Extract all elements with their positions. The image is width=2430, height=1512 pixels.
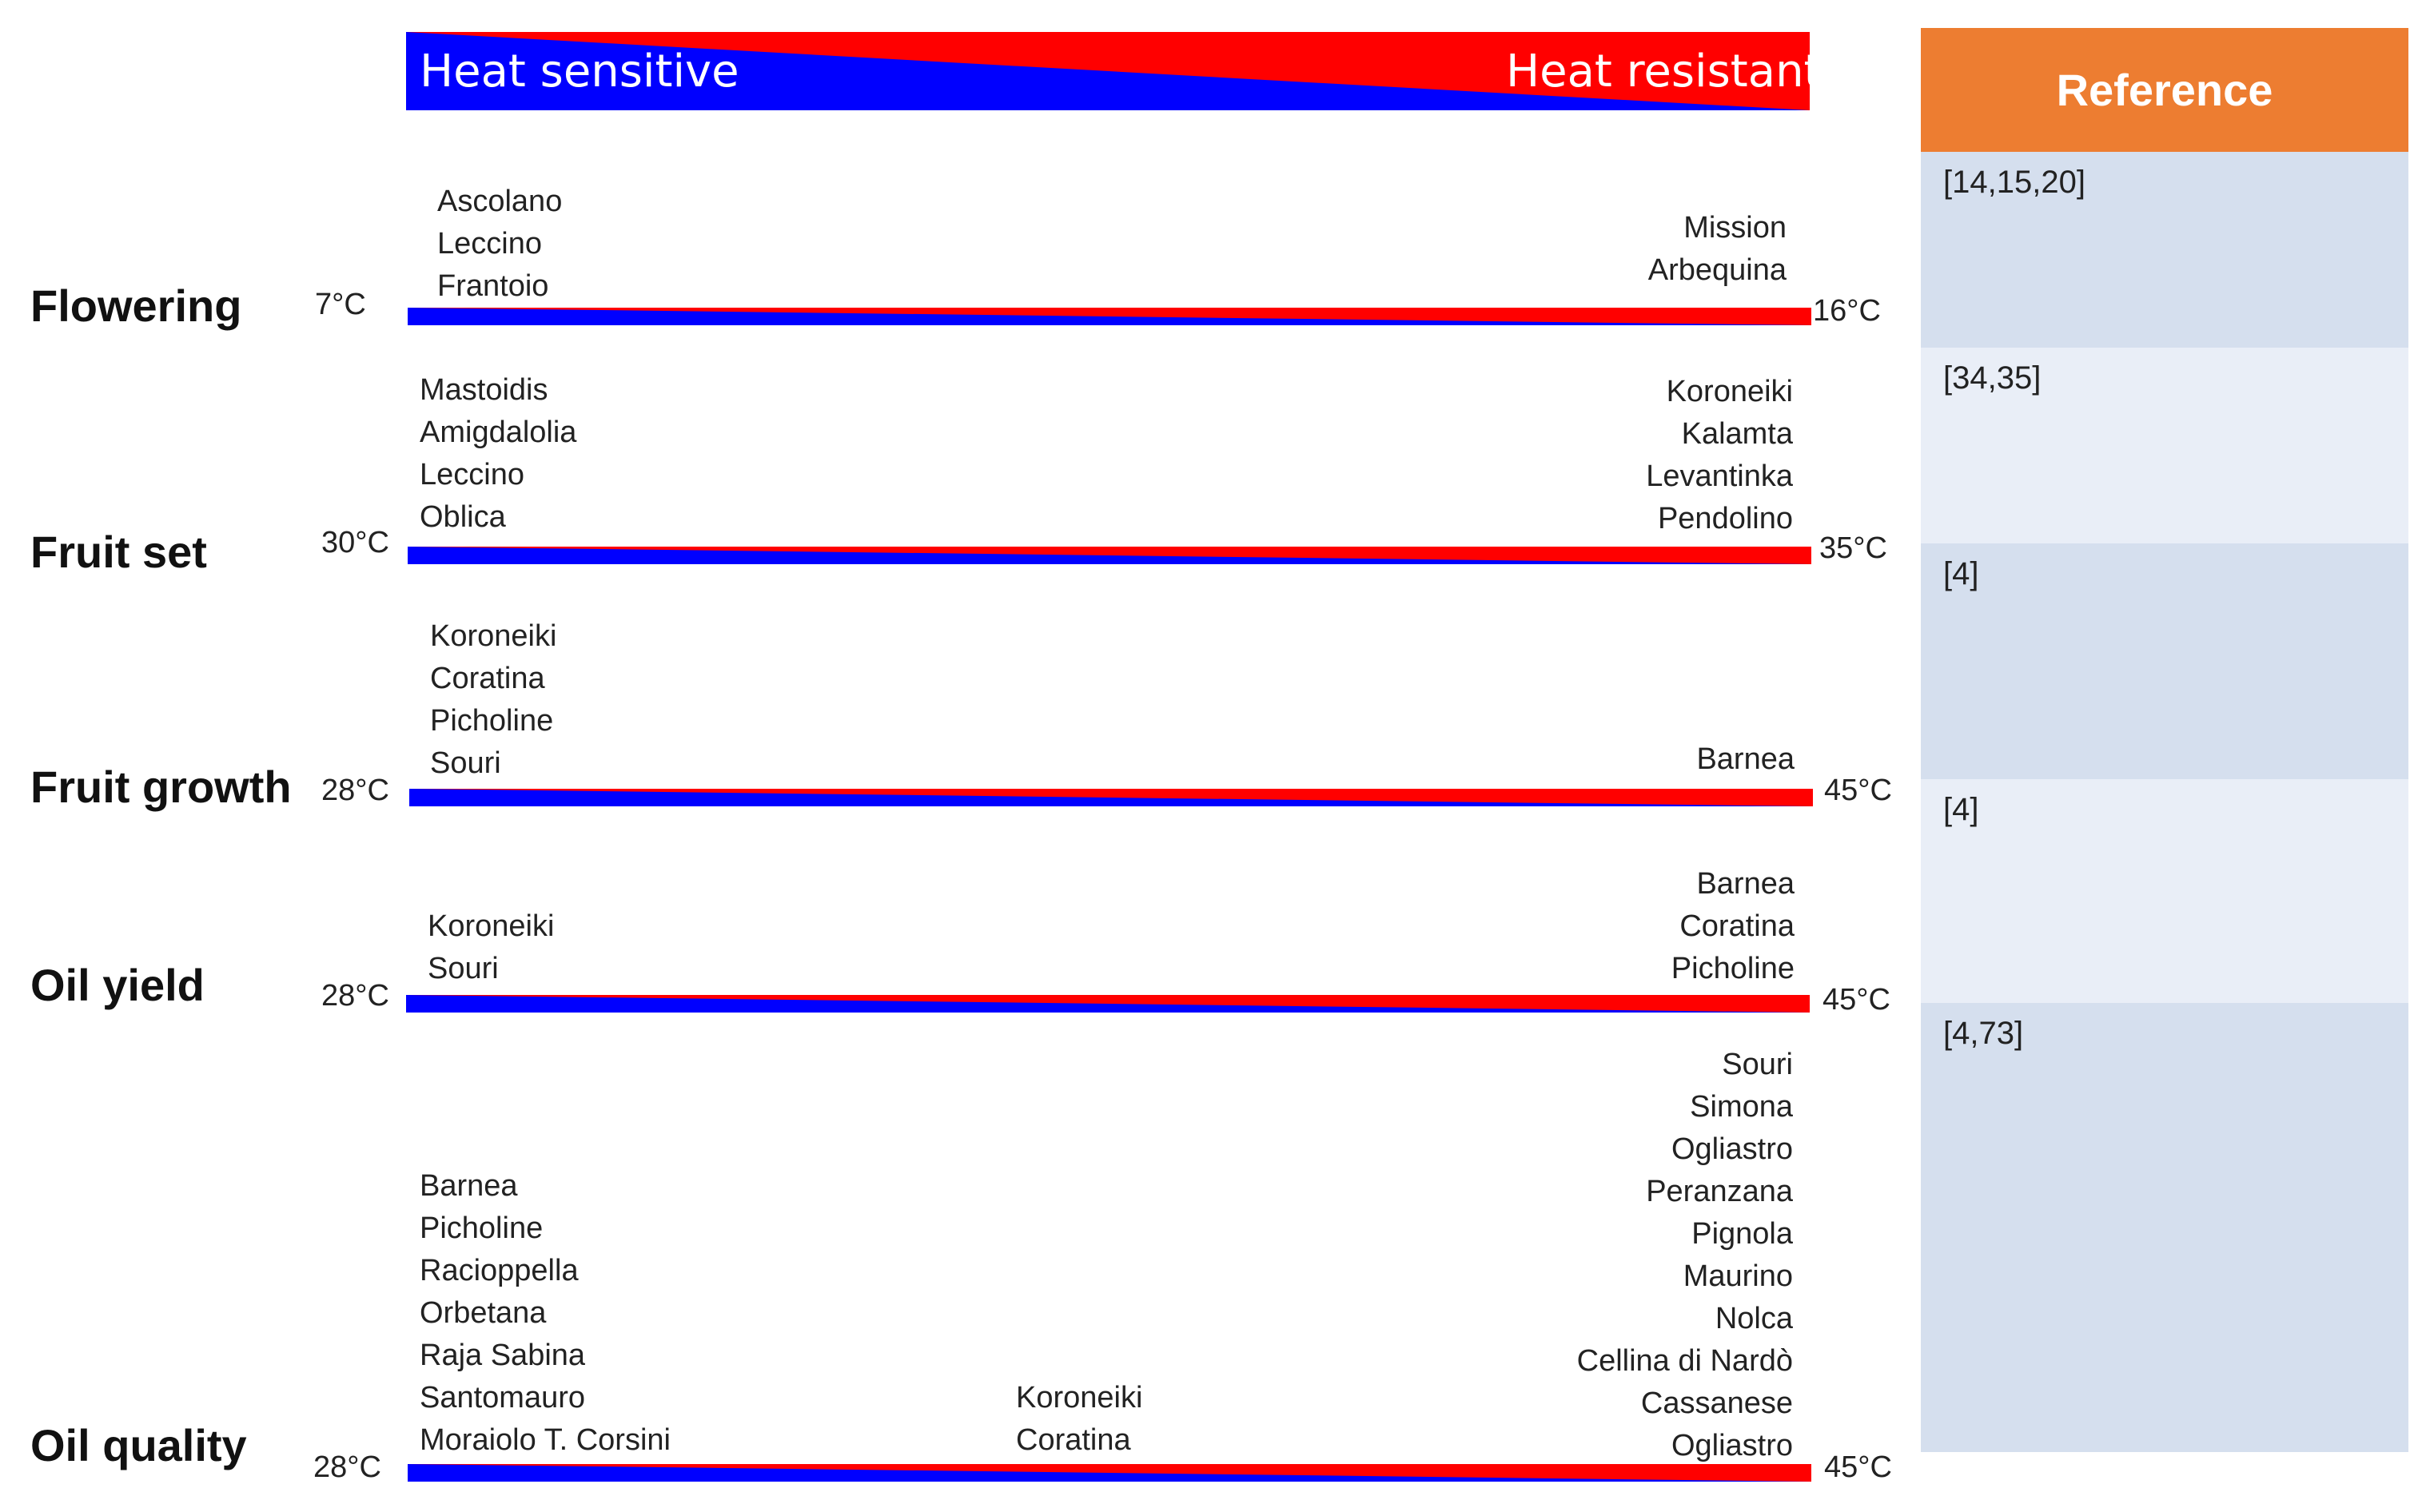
- cultivar-label: Pendolino: [1657, 502, 1793, 535]
- cultivar-label: Racioppella: [420, 1254, 579, 1287]
- gradient-bar-oil-yield: [406, 995, 1810, 1013]
- cultivar-label: Arbequina: [1647, 253, 1787, 287]
- gradient-bar-fruit-set: [408, 547, 1811, 564]
- cultivar-label: Orbetana: [420, 1296, 547, 1330]
- cultivar-label: Souri: [430, 746, 501, 780]
- reference-cell: [4]: [1921, 779, 2408, 1003]
- cultivar-label: Souri: [428, 952, 499, 985]
- temp-low-fruit-set: 30°C: [321, 526, 389, 559]
- cultivar-label: Picholine: [1671, 952, 1795, 985]
- reference-cell: [34,35]: [1921, 348, 2408, 543]
- cultivar-label: Nolca: [1715, 1302, 1793, 1335]
- cultivar-label: Koroneiki: [430, 619, 557, 653]
- cultivar-label: Koroneiki: [428, 909, 555, 943]
- cultivar-label: Leccino: [437, 227, 542, 261]
- cultivar-label: Raja Sabina: [420, 1339, 586, 1372]
- cultivar-label: Koroneiki: [1666, 375, 1793, 408]
- cultivar-label: Moraiolo T. Corsini: [420, 1423, 671, 1457]
- stage-label-oil-quality: Oil quality: [30, 1420, 247, 1470]
- temp-low-fruit-growth: 28°C: [321, 774, 389, 807]
- cultivar-label: Picholine: [430, 704, 554, 738]
- temp-high-flowering: 16°C: [1813, 294, 1881, 328]
- cultivar-label: Levantinka: [1646, 460, 1793, 493]
- stage-label-fruit-growth: Fruit growth: [30, 762, 292, 812]
- cultivar-label: Ogliastro: [1671, 1132, 1793, 1166]
- header-heat-sensitive-label: Heat sensitive: [420, 46, 739, 97]
- cultivar-label: Simona: [1690, 1090, 1793, 1124]
- cultivar-label: Maurino: [1683, 1259, 1793, 1293]
- cultivar-label: Coratina: [1679, 909, 1795, 943]
- temp-high-oil-yield: 45°C: [1822, 983, 1890, 1017]
- cultivar-label: Amigdalolia: [420, 416, 577, 449]
- temp-high-fruit-set: 35°C: [1819, 531, 1887, 565]
- cultivar-label: Barnea: [1696, 742, 1795, 776]
- gradient-bar-flowering: [408, 308, 1811, 325]
- stage-label-flowering: Flowering: [30, 281, 242, 331]
- temp-high-oil-quality: 45°C: [1824, 1450, 1892, 1484]
- cultivar-label: Koroneiki: [1016, 1381, 1143, 1415]
- cultivar-label: Barnea: [420, 1169, 518, 1203]
- cultivar-label: Oblica: [420, 500, 506, 534]
- cultivar-label: Ascolano: [437, 185, 563, 218]
- reference-header: Reference: [1921, 28, 2408, 152]
- cultivar-label: Coratina: [430, 662, 545, 695]
- stage-label-fruit-set: Fruit set: [30, 527, 207, 577]
- gradient-bar-oil-quality: [408, 1464, 1811, 1482]
- reference-cell: [4]: [1921, 543, 2408, 779]
- reference-cell: [14,15,20]: [1921, 152, 2408, 348]
- temp-high-fruit-growth: 45°C: [1824, 774, 1892, 807]
- cultivar-label: Barnea: [1696, 867, 1795, 901]
- cultivar-label: Leccino: [420, 458, 524, 491]
- cultivar-label: Coratina: [1016, 1423, 1131, 1457]
- header-heat-resistant-label: Heat resistant: [1506, 46, 1822, 97]
- temp-low-flowering: 7°C: [315, 288, 366, 321]
- cultivar-label: Cellina di Nardò: [1576, 1344, 1793, 1378]
- temp-low-oil-quality: 28°C: [313, 1450, 381, 1484]
- reference-cell: [4,73]: [1921, 1003, 2408, 1452]
- cultivar-label: Mastoidis: [420, 373, 548, 407]
- cultivar-label: Santomauro: [420, 1381, 586, 1415]
- cultivar-label: Mission: [1683, 211, 1787, 245]
- stage-label-oil-yield: Oil yield: [30, 960, 205, 1010]
- temp-low-oil-yield: 28°C: [321, 979, 389, 1013]
- cultivar-label: Picholine: [420, 1212, 544, 1245]
- cultivar-label: Peranzana: [1646, 1175, 1793, 1208]
- cultivar-label: Cassanese: [1640, 1387, 1793, 1420]
- cultivar-label: Pignola: [1691, 1217, 1793, 1251]
- gradient-bar-fruit-growth: [409, 789, 1813, 806]
- reference-column: [1921, 28, 2408, 1452]
- cultivar-label: Frantoio: [437, 269, 549, 303]
- cultivar-label: Kalamta: [1681, 417, 1793, 451]
- cultivar-label: Souri: [1722, 1048, 1793, 1081]
- cultivar-label: Ogliastro: [1671, 1429, 1793, 1462]
